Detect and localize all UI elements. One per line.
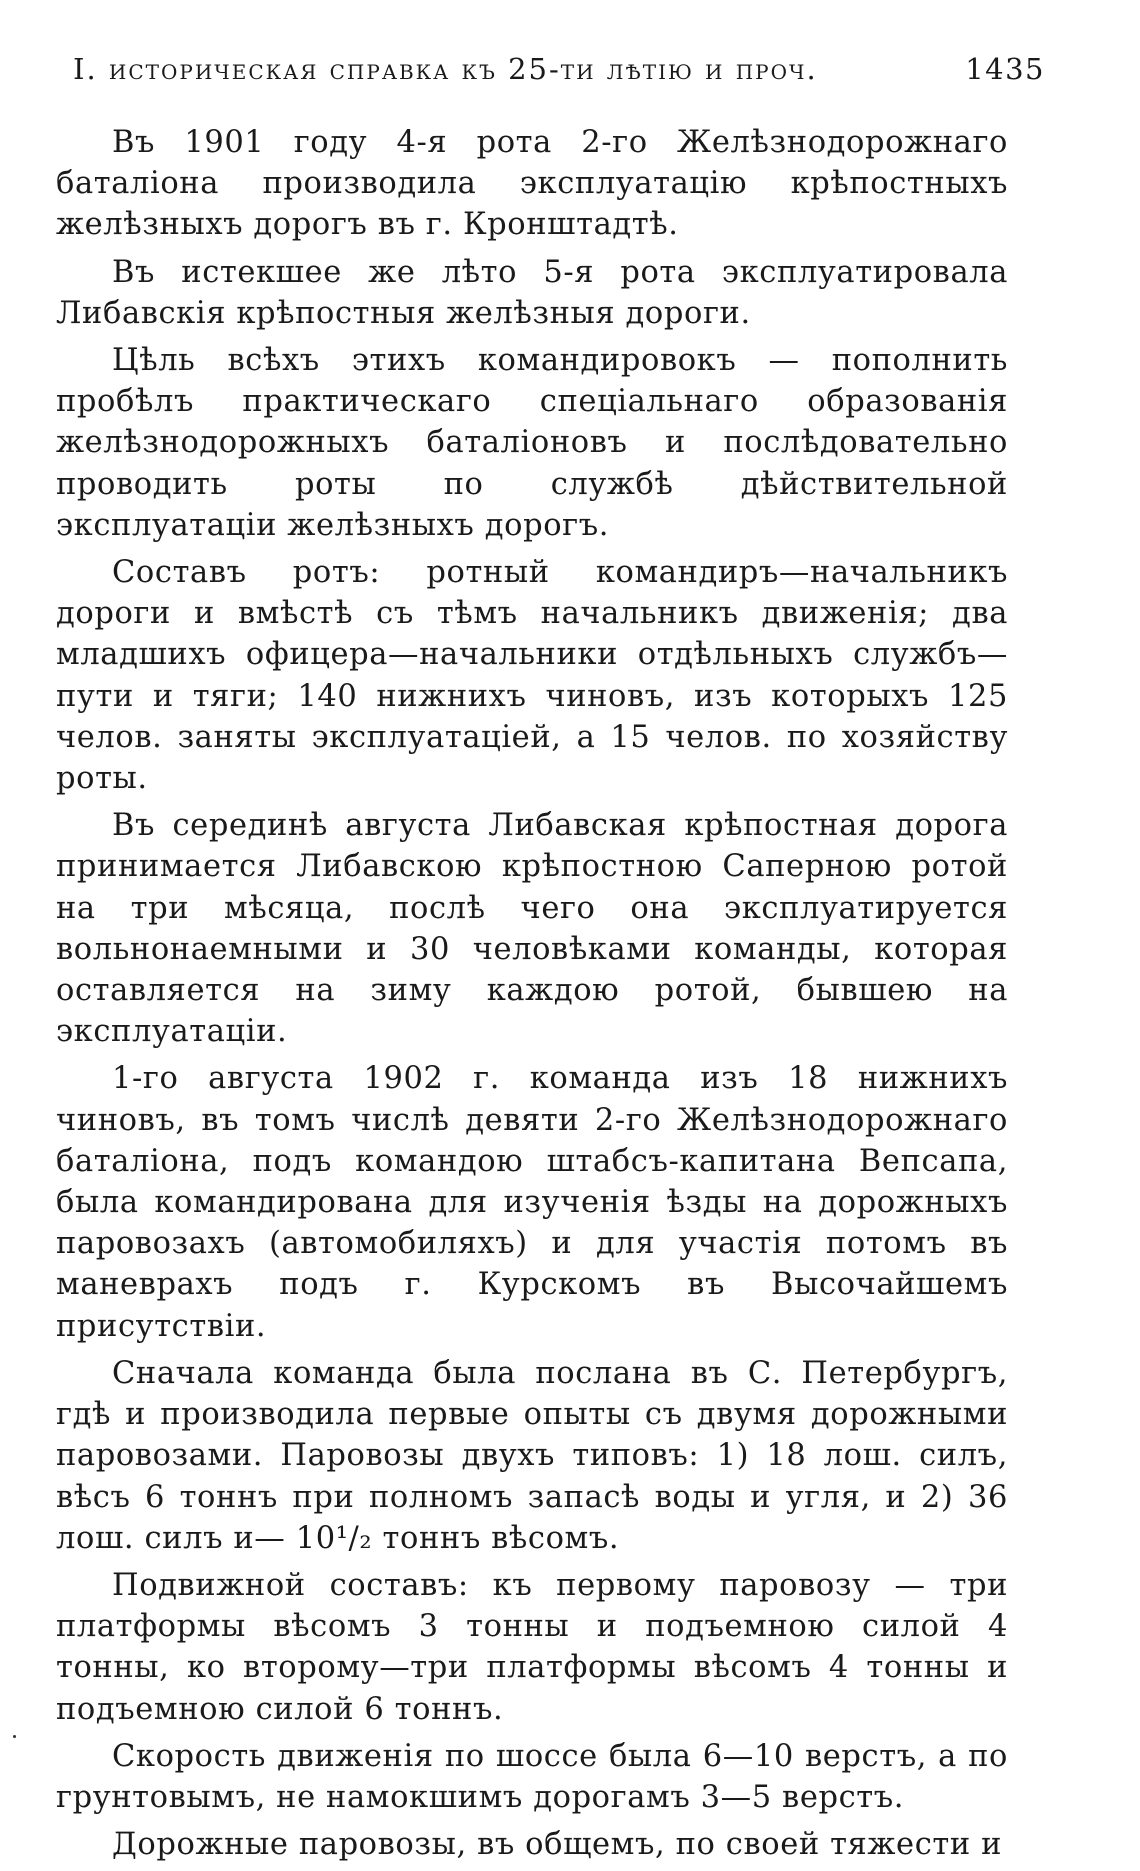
paragraph-9: Скорость движенія по шоссе была 6—10 верстъ, а по грунтовымъ, не намокшимъ дорогамъ 3—5 верстъ. (56, 1738, 1008, 1815)
paragraph-7: Сначала команда была послана въ С. Петербургъ, гдѣ и производила первые опыты съ двумя дорожными паровозами. Паровозы двухъ типовъ: 1) 18 лош. силъ, вѣсъ 6 тоннъ при полномъ запасѣ воды и угля, и 2) 36 лош. силъ и— 10¹/₂ тоннъ вѣсомъ. (56, 1355, 1008, 1556)
running-header (73, 52, 1045, 102)
paragraph-10: Дорожные паровозы, въ общемъ, по своей тяжести и (112, 1827, 1003, 1863)
body-text (56, 122, 1008, 1871)
paragraph-4: Составъ ротъ: ротный командиръ—начальникъ дороги и вмѣстѣ съ тѣмъ начальникъ движенія; два младшихъ офицера—начальники отдѣльныхъ службъ—пути и тяги; 140 нижнихъ чиновъ, изъ которыхъ 125 челов. заняты эксплуатаціей, а 15 челов. по хозяйству роты. (56, 555, 1008, 797)
paragraph-1: Въ 1901 году 4-я рота 2-го Желѣзнодорожнаго баталіона производила эксплуатацію крѣпостныхъ желѣзныхъ дорогъ въ г. Кронштадтѣ. (56, 125, 1008, 243)
paragraph-5: Въ серединѣ августа Либавская крѣпостная дорога принимается Либавскою крѣпостною Саперною ротой на три мѣсяца, послѣ чего она эксплуатируется вольнонаемными и 30 человѣками команды, которая оставляется на зиму каждою ротой, бывшею на эксплуатаціи. (56, 808, 1008, 1050)
paragraph-3: Цѣль всѣхъ этихъ командировокъ — пополнить пробѣлъ практическаго спеціальнаго образованія желѣзнодорожныхъ баталіоновъ и послѣдовательно проводить роты по службѣ дѣйствительной эксплуатаціи желѣзныхъ дорогъ. (56, 343, 1008, 543)
paragraph-8: Подвижной составъ: къ первому паровозу — три платформы вѣсомъ 3 тонны и подъемною силой 4 тонны, ко второму—три платформы вѣсомъ 4 тонны и подъемною силой 6 тоннъ. (56, 1567, 1008, 1727)
paragraph-2: Въ истекшее же лѣто 5-я рота эксплуатировала Либавскія крѣпостныя желѣзныя дороги. (56, 254, 1008, 331)
header-title: I. историческая справка къ 25-ти лѣтію и проч. (73, 52, 818, 86)
paragraph-6: 1-го августа 1902 г. команда изъ 18 нижнихъ чиновъ, въ томъ числѣ девяти 2-го Желѣзнодорожнаго баталіона, подъ командою штабсъ-капитана Вепсапа, была командирована для изученія ѣзды на дорожныхъ паровозахъ (автомобиляхъ) и для участія потомъ въ маневрахъ подъ г. Курскомъ въ Высочайшемъ присутствіи. (56, 1061, 1008, 1344)
print-speck (13, 1735, 16, 1738)
page-number: 1435 (965, 52, 1045, 86)
